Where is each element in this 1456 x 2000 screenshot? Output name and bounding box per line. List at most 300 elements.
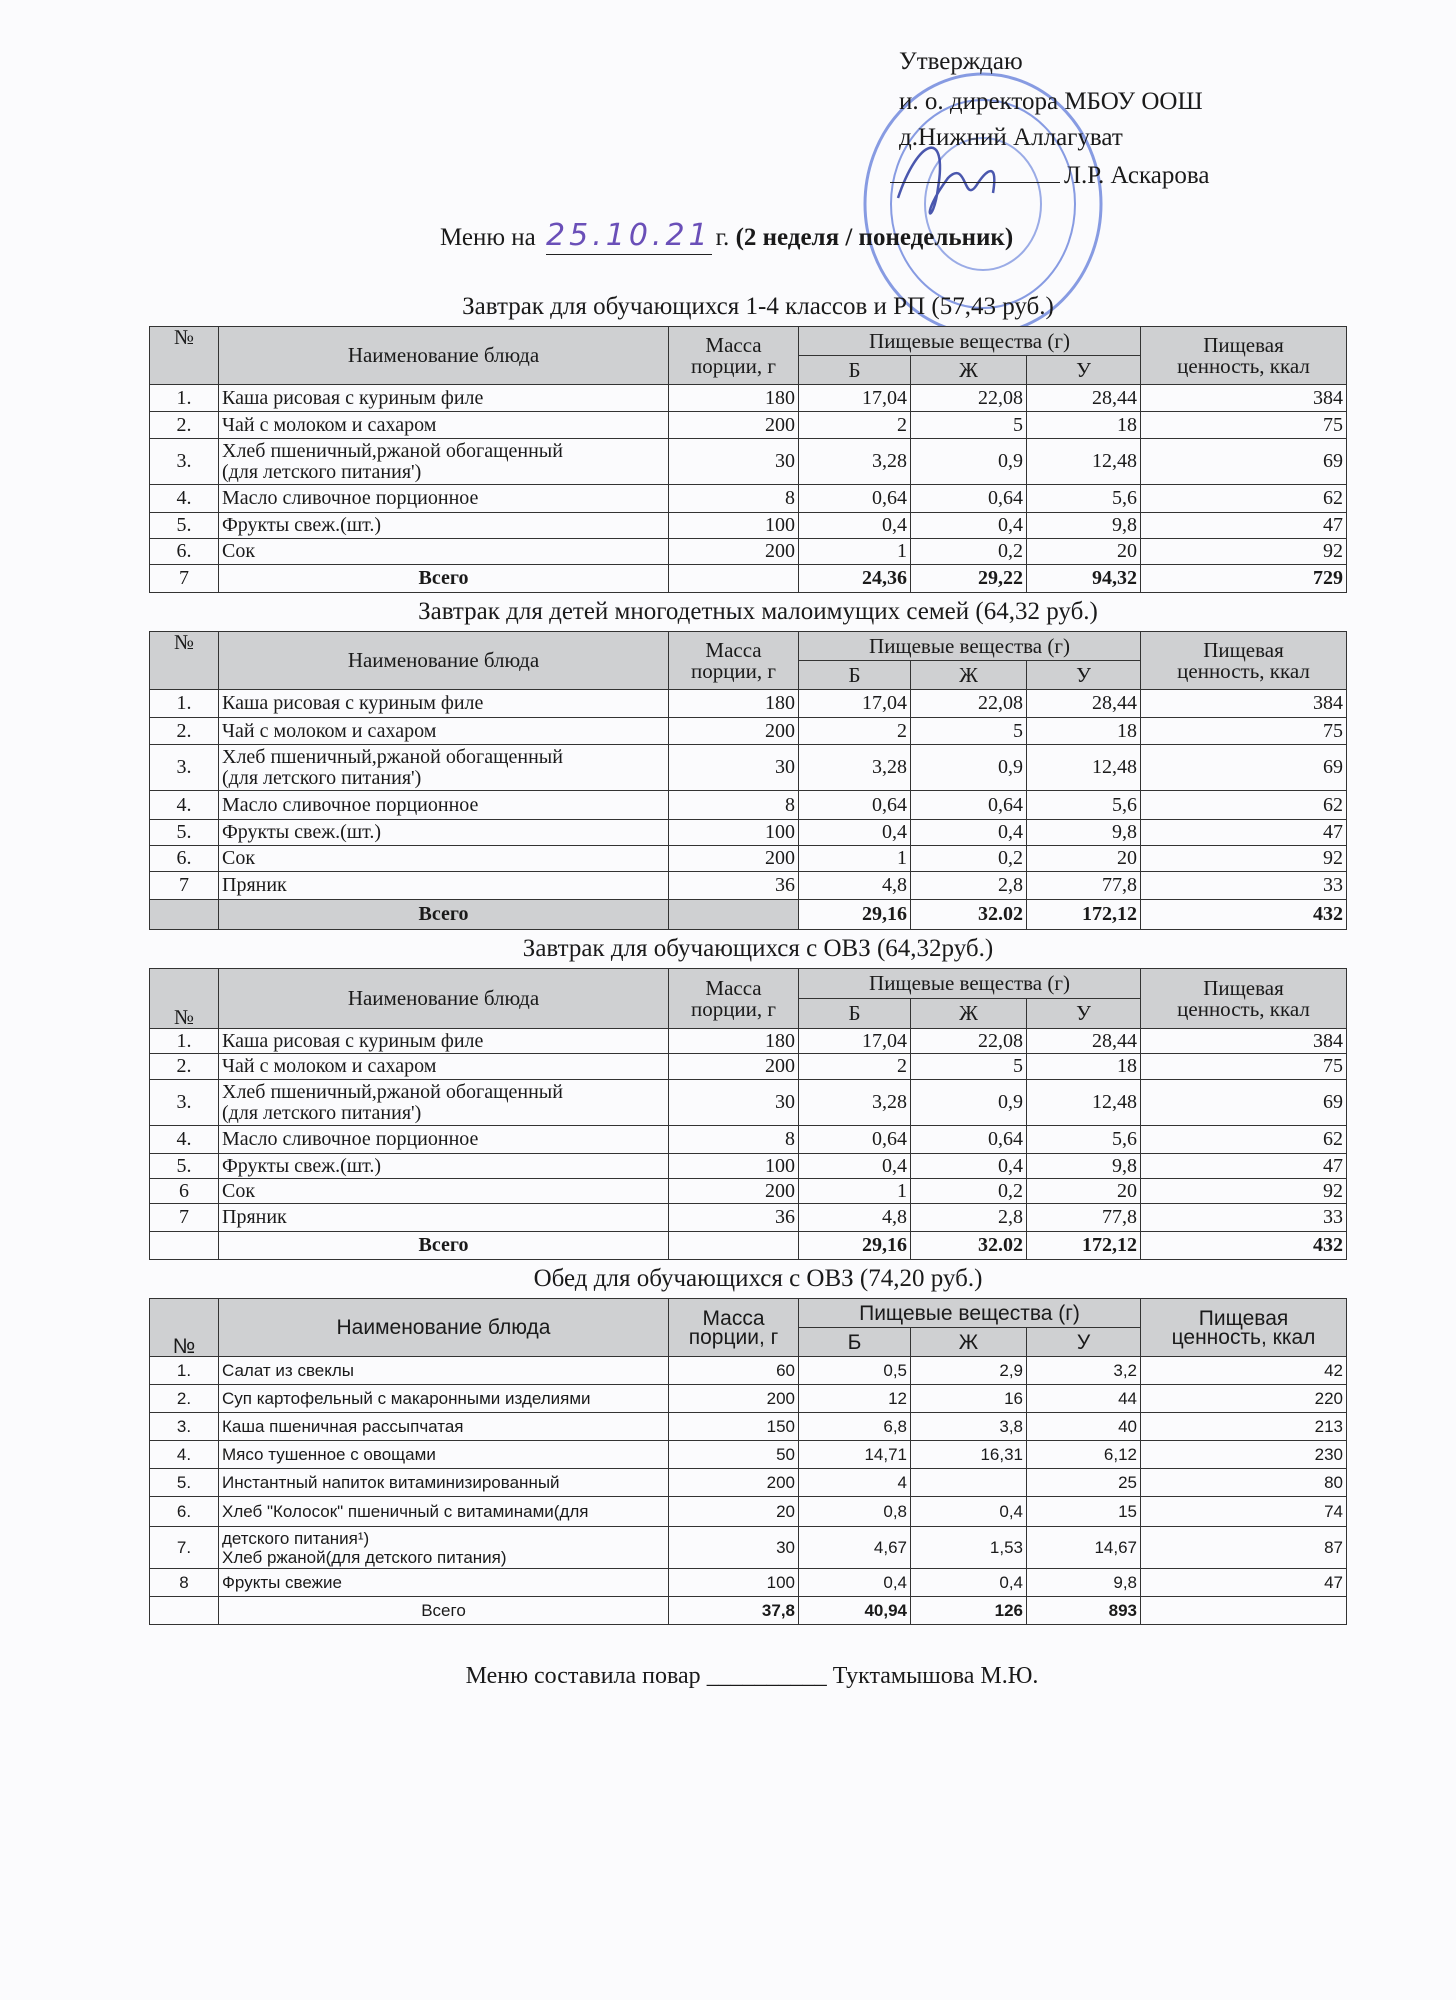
- total-row-number: [150, 1232, 219, 1260]
- row-number: 7: [150, 1204, 219, 1232]
- energy-kcal: 80: [1141, 1469, 1347, 1497]
- carbs: 20: [1027, 846, 1141, 872]
- carbs: 9,8: [1027, 513, 1141, 539]
- fats: 3,8: [911, 1413, 1027, 1441]
- menu-table: [149, 968, 1347, 1260]
- row-number: 7: [150, 872, 219, 900]
- dish-name: Чай с молоком и сахаром: [219, 1054, 669, 1080]
- portion-mass: 200: [669, 412, 799, 439]
- table-row: [150, 485, 1347, 513]
- energy-kcal: 92: [1141, 846, 1347, 872]
- dish-name: Пряник: [219, 1204, 669, 1232]
- dish-name: Инстантный напиток витаминизированный: [219, 1469, 669, 1497]
- row-number: 1.: [150, 690, 219, 718]
- total-row: [150, 1597, 1347, 1625]
- portion-mass: 100: [669, 1569, 799, 1597]
- row-number: 6.: [150, 846, 219, 872]
- energy-kcal: 47: [1141, 820, 1347, 846]
- portion-mass: 60: [669, 1357, 799, 1385]
- row-number: 6.: [150, 539, 219, 565]
- portion-mass: 30: [669, 745, 799, 791]
- table-title: Завтрак для обучающихся 1-4 классов и РП (57,43 руб.): [462, 293, 1054, 320]
- portion-mass: 200: [669, 846, 799, 872]
- carbs: 18: [1027, 718, 1141, 745]
- portion-mass: 8: [669, 1126, 799, 1154]
- table-row: [150, 846, 1347, 872]
- proteins: 2: [799, 718, 911, 745]
- header-nutrients: Пищевые вещества (г): [799, 327, 1141, 356]
- proteins: 3,28: [799, 745, 911, 791]
- header-portion-mass: Масса порции, г: [669, 969, 799, 1029]
- header-dish-name: Наименование блюда: [219, 632, 669, 690]
- total-dish-name: Всего: [219, 900, 669, 930]
- header-number: №: [150, 969, 219, 1029]
- portion-mass: 8: [669, 485, 799, 513]
- table-row: [150, 690, 1347, 718]
- dish-name: Хлеб "Колосок" пшеничный с витаминами(для: [219, 1497, 669, 1527]
- table-row: [150, 1385, 1347, 1413]
- proteins: 2: [799, 412, 911, 439]
- table-row: [150, 513, 1347, 539]
- proteins: 1: [799, 846, 911, 872]
- table-row: [150, 1413, 1347, 1441]
- total-proteins: 24,36: [799, 565, 911, 593]
- table-title: Завтрак для детей многодетных малоимущих семей (64,32 руб.): [418, 598, 1098, 625]
- table-row: [150, 1154, 1347, 1179]
- total-carbs: 94,32: [1027, 565, 1141, 593]
- total-dish-name: Всего: [219, 565, 669, 593]
- proteins: 4,8: [799, 872, 911, 900]
- table-row: [150, 791, 1347, 820]
- table-row: [150, 1569, 1347, 1597]
- dish-name: Хлеб пшеничный,ржаной обогащенный (для летского питания'): [219, 1080, 669, 1126]
- portion-mass: 180: [669, 1029, 799, 1054]
- fats: 2,8: [911, 1204, 1027, 1232]
- energy-kcal: 384: [1141, 690, 1347, 718]
- fats: 1,53: [911, 1527, 1027, 1569]
- row-number: 2.: [150, 718, 219, 745]
- carbs: 5,6: [1027, 1126, 1141, 1154]
- fats: 0,2: [911, 539, 1027, 565]
- menu-date-suffix: г.: [715, 224, 730, 251]
- row-number: 2.: [150, 1385, 219, 1413]
- dish-name: Салат из свеклы: [219, 1357, 669, 1385]
- portion-mass: 200: [669, 1385, 799, 1413]
- fats: 5: [911, 718, 1027, 745]
- header-nutrients: Пищевые вещества (г): [799, 969, 1141, 999]
- row-number: 5.: [150, 513, 219, 539]
- proteins: 1: [799, 1179, 911, 1204]
- proteins: 0,64: [799, 485, 911, 513]
- header-dish-name: Наименование блюда: [219, 969, 669, 1029]
- proteins: 12: [799, 1385, 911, 1413]
- carbs: 5,6: [1027, 485, 1141, 513]
- proteins: 0,64: [799, 791, 911, 820]
- proteins: 0,4: [799, 820, 911, 846]
- row-number: 5.: [150, 1469, 219, 1497]
- footer-signature-blank: __________: [706, 1663, 827, 1689]
- header-proteins: Б: [799, 999, 911, 1029]
- fats: 16: [911, 1385, 1027, 1413]
- table-title: Обед для обучающихся с ОВЗ (74,20 руб.): [533, 1265, 983, 1292]
- row-number: 4.: [150, 791, 219, 820]
- dish-name: Чай с молоком и сахаром: [219, 718, 669, 745]
- energy-kcal: 33: [1141, 1204, 1347, 1232]
- portion-mass: 200: [669, 1469, 799, 1497]
- proteins: 0,4: [799, 513, 911, 539]
- carbs: 20: [1027, 1179, 1141, 1204]
- fats: 0,64: [911, 485, 1027, 513]
- energy-kcal: 220: [1141, 1385, 1347, 1413]
- total-fats: 126: [911, 1597, 1027, 1625]
- energy-kcal: 47: [1141, 1569, 1347, 1597]
- energy-kcal: 69: [1141, 745, 1347, 791]
- fats: 0,4: [911, 1569, 1027, 1597]
- total-carbs: 172,12: [1027, 900, 1141, 930]
- menu-table: [149, 326, 1347, 593]
- total-carbs: 172,12: [1027, 1232, 1141, 1260]
- carbs: 25: [1027, 1469, 1141, 1497]
- proteins: 4,8: [799, 1204, 911, 1232]
- carbs: 77,8: [1027, 872, 1141, 900]
- carbs: 9,8: [1027, 1154, 1141, 1179]
- carbs: 77,8: [1027, 1204, 1141, 1232]
- row-number: 2.: [150, 1054, 219, 1080]
- row-number: 4.: [150, 485, 219, 513]
- energy-kcal: 33: [1141, 872, 1347, 900]
- fats: 0,4: [911, 513, 1027, 539]
- table-row: [150, 1441, 1347, 1469]
- table-row: [150, 1204, 1347, 1232]
- dish-name: Суп картофельный с макаронными изделиями: [219, 1385, 669, 1413]
- proteins: 0,4: [799, 1154, 911, 1179]
- total-portion-mass: [669, 565, 799, 593]
- table-row: [150, 718, 1347, 745]
- total-energy-kcal: 432: [1141, 900, 1347, 930]
- portion-mass: 100: [669, 820, 799, 846]
- signature-blank: [890, 160, 1060, 183]
- header-carbs: У: [1027, 356, 1141, 385]
- table-row: [150, 1497, 1347, 1527]
- header-carbs: У: [1027, 999, 1141, 1029]
- portion-mass: 20: [669, 1497, 799, 1527]
- approver-signature-line: [890, 160, 1209, 191]
- energy-kcal: 75: [1141, 1054, 1347, 1080]
- fats: 0,64: [911, 1126, 1027, 1154]
- energy-kcal: 69: [1141, 1080, 1347, 1126]
- total-portion-mass: [669, 1232, 799, 1260]
- dish-name: Чай с молоком и сахаром: [219, 412, 669, 439]
- header-portion-mass: Масса порции, г: [669, 1299, 799, 1357]
- energy-kcal: 92: [1141, 539, 1347, 565]
- dish-name: Хлеб пшеничный,ржаной обогащенный (для летского питания'): [219, 439, 669, 485]
- table-title: Завтрак для обучающихся с ОВЗ (64,32руб.): [522, 935, 994, 962]
- proteins: 0,64: [799, 1126, 911, 1154]
- proteins: 4,67: [799, 1527, 911, 1569]
- header-nutrients: Пищевые вещества (г): [799, 632, 1141, 661]
- header-number: №: [150, 632, 219, 690]
- header-dish-name: Наименование блюда: [219, 1299, 669, 1357]
- proteins: 17,04: [799, 1029, 911, 1054]
- energy-kcal: 62: [1141, 791, 1347, 820]
- fats: 0,9: [911, 439, 1027, 485]
- portion-mass: 100: [669, 1154, 799, 1179]
- portion-mass: 200: [669, 718, 799, 745]
- proteins: 1: [799, 539, 911, 565]
- total-energy-kcal: [1141, 1597, 1347, 1625]
- dish-name: Сок: [219, 846, 669, 872]
- total-fats: 29,22: [911, 565, 1027, 593]
- fats: 16,31: [911, 1441, 1027, 1469]
- row-number: 1.: [150, 1357, 219, 1385]
- portion-mass: 50: [669, 1441, 799, 1469]
- menu-date: 25.10.21: [546, 218, 712, 253]
- portion-mass: 150: [669, 1413, 799, 1441]
- total-row: [150, 565, 1347, 593]
- portion-mass: 200: [669, 539, 799, 565]
- proteins: 17,04: [799, 690, 911, 718]
- header-energy-value: Пищевая ценность, ккал: [1141, 632, 1347, 690]
- menu-table: [149, 1298, 1347, 1625]
- proteins: 14,71: [799, 1441, 911, 1469]
- header-carbs: У: [1027, 661, 1141, 690]
- proteins: 3,28: [799, 439, 911, 485]
- total-fats: 32.02: [911, 900, 1027, 930]
- fats: 0,9: [911, 1080, 1027, 1126]
- total-proteins: 40,94: [799, 1597, 911, 1625]
- table-row: [150, 1080, 1347, 1126]
- approver-position: и. о. директора МБОУ ООШ: [899, 88, 1203, 115]
- fats: 0,2: [911, 1179, 1027, 1204]
- header-number: №: [150, 327, 219, 385]
- dish-name: Хлеб пшеничный,ржаной обогащенный (для летского питания'): [219, 745, 669, 791]
- proteins: 0,4: [799, 1569, 911, 1597]
- dish-name: Масло сливочное порционное: [219, 1126, 669, 1154]
- total-portion-mass: 37,8: [669, 1597, 799, 1625]
- fats: 2,8: [911, 872, 1027, 900]
- table-row: [150, 745, 1347, 791]
- proteins: 2: [799, 1054, 911, 1080]
- header-portion-mass: Масса порции, г: [669, 632, 799, 690]
- row-number: 5.: [150, 820, 219, 846]
- approver-name: Л.Р. Аскарова: [1064, 162, 1210, 189]
- row-number: 3.: [150, 1413, 219, 1441]
- approve-heading: Утверждаю: [899, 48, 1023, 75]
- energy-kcal: 47: [1141, 1154, 1347, 1179]
- table-row: [150, 1029, 1347, 1054]
- carbs: 14,67: [1027, 1527, 1141, 1569]
- dish-name: Каша рисовая с куриным филе: [219, 690, 669, 718]
- dish-name: Фрукты свеж.(шт.): [219, 1154, 669, 1179]
- table-row: [150, 1126, 1347, 1154]
- row-number: 4.: [150, 1126, 219, 1154]
- menu-table: [149, 631, 1347, 930]
- dish-name: Сок: [219, 539, 669, 565]
- carbs: 12,48: [1027, 1080, 1141, 1126]
- table-row: [150, 1357, 1347, 1385]
- carbs: 6,12: [1027, 1441, 1141, 1469]
- energy-kcal: 384: [1141, 385, 1347, 412]
- total-row-number: [150, 900, 219, 930]
- energy-kcal: 87: [1141, 1527, 1347, 1569]
- dish-name: Каша рисовая с куриным филе: [219, 1029, 669, 1054]
- carbs: 12,48: [1027, 745, 1141, 791]
- dish-name: Пряник: [219, 872, 669, 900]
- proteins: 0,5: [799, 1357, 911, 1385]
- fats: 0,4: [911, 1497, 1027, 1527]
- total-dish-name: Всего: [219, 1597, 669, 1625]
- row-number: 1.: [150, 385, 219, 412]
- portion-mass: 36: [669, 1204, 799, 1232]
- dish-name: Фрукты свежие: [219, 1569, 669, 1597]
- table-row: [150, 1469, 1347, 1497]
- header-fats: Ж: [911, 1328, 1027, 1357]
- energy-kcal: 42: [1141, 1357, 1347, 1385]
- portion-mass: 30: [669, 439, 799, 485]
- menu-tables: [0, 290, 1456, 1625]
- header-energy-value: Пищевая ценность, ккал: [1141, 1299, 1347, 1357]
- total-dish-name: Всего: [219, 1232, 669, 1260]
- menu-date-line: [440, 218, 1013, 258]
- proteins: 4: [799, 1469, 911, 1497]
- table-row: [150, 385, 1347, 412]
- carbs: 44: [1027, 1385, 1141, 1413]
- header-nutrients: Пищевые вещества (г): [799, 1299, 1141, 1328]
- menu-content: [0, 288, 1456, 1691]
- row-number: 8: [150, 1569, 219, 1597]
- row-number: 6: [150, 1179, 219, 1204]
- energy-kcal: 92: [1141, 1179, 1347, 1204]
- proteins: 6,8: [799, 1413, 911, 1441]
- carbs: 28,44: [1027, 690, 1141, 718]
- fats: 22,08: [911, 690, 1027, 718]
- fats: 0,9: [911, 745, 1027, 791]
- header-fats: Ж: [911, 661, 1027, 690]
- energy-kcal: 230: [1141, 1441, 1347, 1469]
- portion-mass: 180: [669, 690, 799, 718]
- energy-kcal: 62: [1141, 1126, 1347, 1154]
- dish-name: Мясо тушенное с овощами: [219, 1441, 669, 1469]
- row-number: 2.: [150, 412, 219, 439]
- energy-kcal: 62: [1141, 485, 1347, 513]
- fats: 5: [911, 412, 1027, 439]
- carbs: 20: [1027, 539, 1141, 565]
- carbs: 9,8: [1027, 1569, 1141, 1597]
- table-row: [150, 820, 1347, 846]
- energy-kcal: 384: [1141, 1029, 1347, 1054]
- proteins: 3,28: [799, 1080, 911, 1126]
- energy-kcal: 74: [1141, 1497, 1347, 1527]
- carbs: 9,8: [1027, 820, 1141, 846]
- energy-kcal: 213: [1141, 1413, 1347, 1441]
- row-number: 6.: [150, 1497, 219, 1527]
- total-carbs: 893: [1027, 1597, 1141, 1625]
- energy-kcal: 69: [1141, 439, 1347, 485]
- portion-mass: 180: [669, 385, 799, 412]
- fats: 2,9: [911, 1357, 1027, 1385]
- row-number: 1.: [150, 1029, 219, 1054]
- total-portion-mass: [669, 900, 799, 930]
- fats: 5: [911, 1054, 1027, 1080]
- energy-kcal: 75: [1141, 412, 1347, 439]
- proteins: 17,04: [799, 385, 911, 412]
- proteins: 0,8: [799, 1497, 911, 1527]
- portion-mass: 8: [669, 791, 799, 820]
- fats: 0,64: [911, 791, 1027, 820]
- energy-kcal: 75: [1141, 718, 1347, 745]
- table-row: [150, 1054, 1347, 1080]
- dish-name: Каша пшеничная рассыпчатая: [219, 1413, 669, 1441]
- header-fats: Ж: [911, 999, 1027, 1029]
- fats: 22,08: [911, 385, 1027, 412]
- header-number: №: [150, 1299, 219, 1357]
- energy-kcal: 47: [1141, 513, 1347, 539]
- header-proteins: Б: [799, 1328, 911, 1357]
- footer-label: Меню составила повар: [465, 1663, 701, 1689]
- total-row-number: [150, 1597, 219, 1625]
- carbs: 18: [1027, 1054, 1141, 1080]
- dish-name: Фрукты свеж.(шт.): [219, 820, 669, 846]
- header-proteins: Б: [799, 356, 911, 385]
- table-row: [150, 872, 1347, 900]
- portion-mass: 36: [669, 872, 799, 900]
- carbs: 28,44: [1027, 1029, 1141, 1054]
- header-dish-name: Наименование блюда: [219, 327, 669, 385]
- table-row: [150, 1527, 1347, 1569]
- fats: 0,4: [911, 1154, 1027, 1179]
- total-row-number: 7: [150, 565, 219, 593]
- table-row: [150, 412, 1347, 439]
- total-energy-kcal: 432: [1141, 1232, 1347, 1260]
- carbs: 18: [1027, 412, 1141, 439]
- table-row: [150, 1179, 1347, 1204]
- fats: 22,08: [911, 1029, 1027, 1054]
- portion-mass: 100: [669, 513, 799, 539]
- total-proteins: 29,16: [799, 1232, 911, 1260]
- menu-prefix: Меню на: [440, 224, 536, 251]
- menu-week: (2 неделя / понедельник): [735, 224, 1014, 251]
- carbs: 40: [1027, 1413, 1141, 1441]
- fats: 0,2: [911, 846, 1027, 872]
- total-energy-kcal: 729: [1141, 565, 1347, 593]
- dish-name: Сок: [219, 1179, 669, 1204]
- carbs: 15: [1027, 1497, 1141, 1527]
- dish-name: Фрукты свеж.(шт.): [219, 513, 669, 539]
- portion-mass: 200: [669, 1179, 799, 1204]
- header-portion-mass: Масса порции, г: [669, 327, 799, 385]
- total-row: [150, 900, 1347, 930]
- carbs: 5,6: [1027, 791, 1141, 820]
- dish-name: Каша рисовая с куриным филе: [219, 385, 669, 412]
- carbs: 12,48: [1027, 439, 1141, 485]
- table-row: [150, 539, 1347, 565]
- row-number: 3.: [150, 1080, 219, 1126]
- header-carbs: У: [1027, 1328, 1141, 1357]
- row-number: 7.: [150, 1527, 219, 1569]
- portion-mass: 30: [669, 1080, 799, 1126]
- approver-location: д.Нижний Аллагуват: [899, 124, 1123, 151]
- table-row: [150, 439, 1347, 485]
- carbs: 28,44: [1027, 385, 1141, 412]
- portion-mass: 200: [669, 1054, 799, 1080]
- fats: [911, 1469, 1027, 1497]
- footer: [0, 1661, 1456, 1691]
- header-energy-value: Пищевая ценность, ккал: [1141, 969, 1347, 1029]
- dish-name: Масло сливочное порционное: [219, 791, 669, 820]
- total-fats: 32.02: [911, 1232, 1027, 1260]
- header-fats: Ж: [911, 356, 1027, 385]
- row-number: 3.: [150, 439, 219, 485]
